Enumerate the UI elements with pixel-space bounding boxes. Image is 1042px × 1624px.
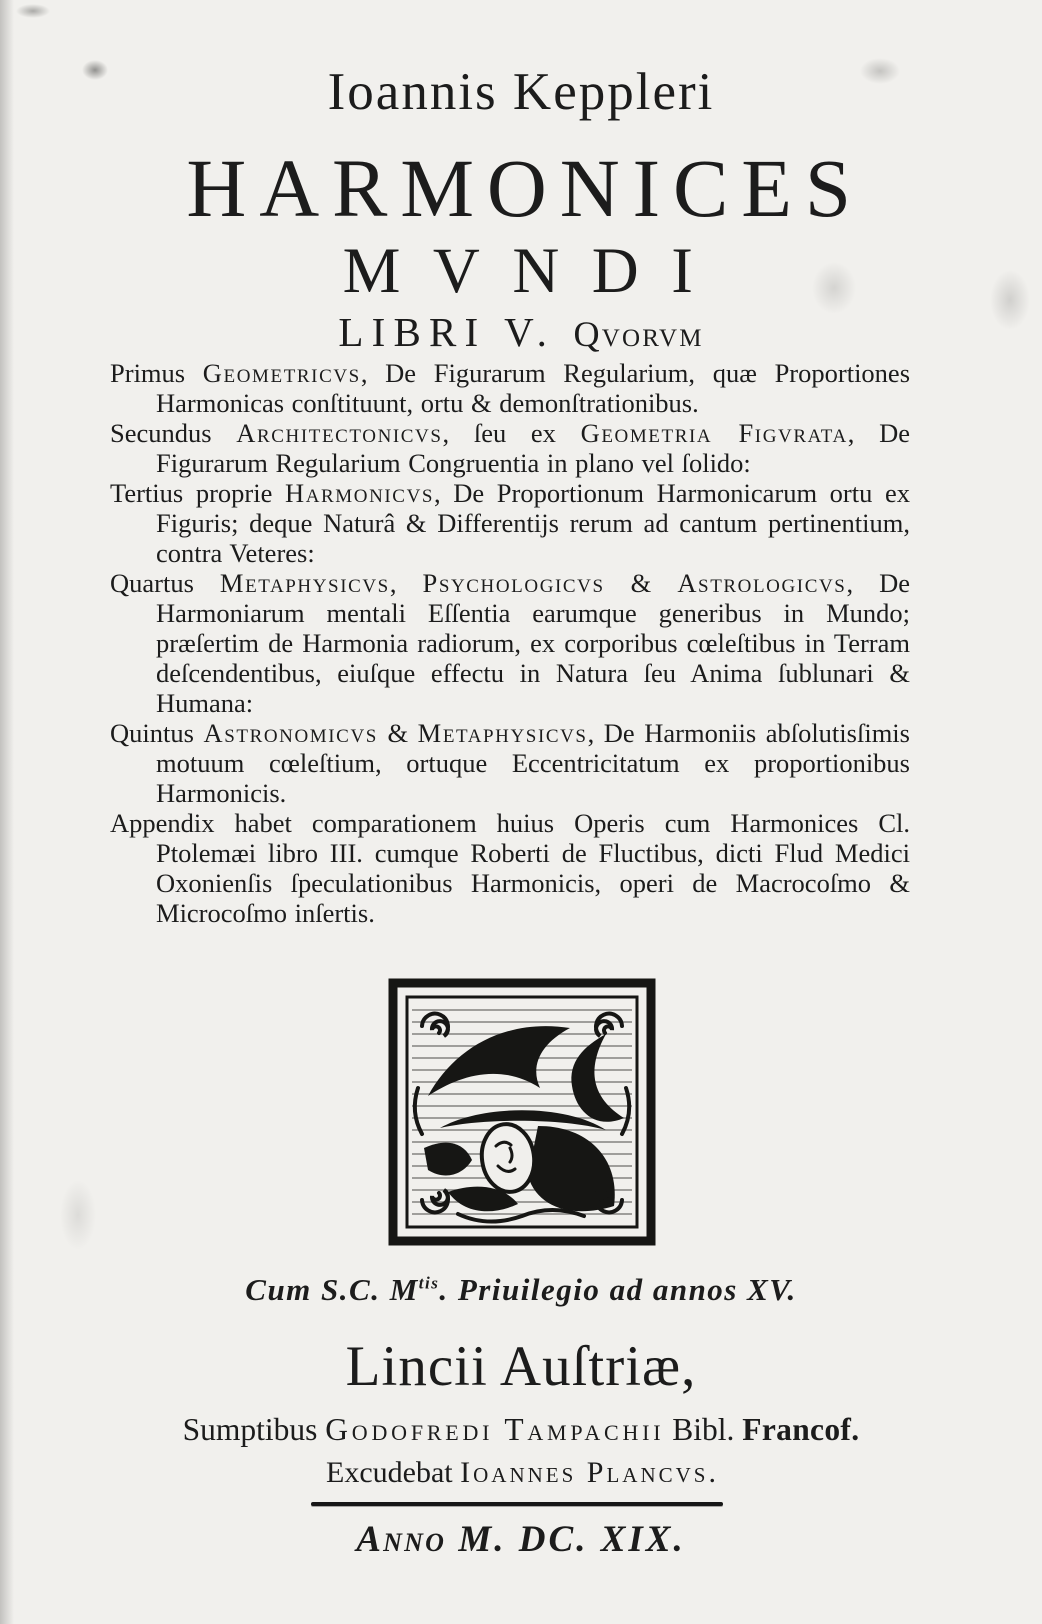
subtitle: MVNDI [342,235,726,307]
text-run: Qvorvm [573,314,704,354]
publisher-line [0,1412,1042,1448]
book-description-paragraph [110,808,910,928]
book-contents-list [110,358,910,928]
text-run: Psychologicvs [422,568,605,598]
text-run: , De Figurarum Regularium, quæ Proportiones Harmonicas conſtituunt, ortu & demonſtrationibus. [156,358,911,418]
text-run: Excudebat [326,1456,461,1489]
text-run: Secundus [110,418,237,448]
paper-smudge [60,1180,96,1250]
author-line: Ioannis Keppleri [327,63,715,121]
text-run: Appendix habet comparationem huius Operis cum Harmonices Cl. Ptolemæi libro III. cumque Roberti de Fluctibus, dicti Flud Medici Oxonienſis ſpeculationibus Harmonicis, operi de Macrocoſmo & Microcoſmo inſertis. [110,808,910,928]
woodcut-ornament-graphic [388,978,656,1246]
privilege-line [0,1272,1042,1308]
book-description-paragraph [110,718,910,808]
place-line: Lincii Auſtriæ, [345,1335,697,1398]
text-run: Bibl. [664,1412,743,1447]
book-description-paragraph [110,418,910,478]
text-run: , De Harmoniis abſolutisſimis motuum cœleſtium, ortuque Eccentricitatum ex proportionibus Harmonicis. [156,718,910,808]
text-run: Harmonicvs [284,478,435,508]
text-run: Sumptibus [182,1412,326,1447]
text-run: M. DC. XIX. [446,1519,686,1560]
text-run: Godofredi Tampachii [325,1412,665,1447]
text-run: Astrologicvs [677,568,847,598]
privilege-suffix: . Priuilegio ad annos XV. [439,1272,797,1307]
text-run: Geometria Figvrata [580,418,848,448]
divider-rule [311,1502,723,1506]
text-run: , [389,568,423,598]
book-description-paragraph [110,358,910,418]
main-title: HARMONICES [186,142,864,234]
text-run: Quintus [110,718,204,748]
text-run: Ioannes Plancvs [460,1456,709,1489]
text-run: Metaphysicvs [219,568,390,598]
text-run: Tertius proprie [110,478,285,508]
text-run: & [377,718,418,748]
printer-line [0,1456,1042,1490]
text-run: Quartus [110,568,220,598]
year-line [0,1518,1042,1561]
libri-heading [0,308,1042,356]
text-run: Architectonicvs [236,418,443,448]
text-run: & [604,568,678,598]
woodcut-ornament-image [388,978,656,1246]
text-run: , De Proportionum Harmonicarum ortu ex Figuris; deque Naturâ & Differentijs rerum ad cantum pertinentium, contra Veteres: [156,478,910,568]
book-description-paragraph [110,478,910,568]
text-run: , De Harmoniarum mentali Eſſentia earumque generibus in Mundo; præſertim de Harmonia radiorum, ex corporibus cœleſtibus in Terram deſcendentibus, eiuſque effectu in Natura ſeu Anima ſublunari & Humana: [156,568,910,718]
text-run: Astronomicvs [203,718,378,748]
privilege-superscript: tis [418,1273,440,1293]
text-run: , ſeu ex [442,418,581,448]
text-run: LIBRI V. [338,309,574,355]
text-run: Geometricvs [202,358,361,388]
text-run: Anno [356,1519,447,1560]
text-run: Metaphysicvs [417,718,588,748]
text-run: Primus [110,358,203,388]
text-run: . [708,1456,716,1489]
privilege-prefix: Cum S.C. M [245,1272,419,1307]
text-run: Francof. [742,1412,860,1447]
text-run: , De Figurarum Regularium Congruentia in plano vel ſolido: [156,418,911,478]
paper-smudge [16,4,50,18]
book-description-paragraph [110,568,910,718]
